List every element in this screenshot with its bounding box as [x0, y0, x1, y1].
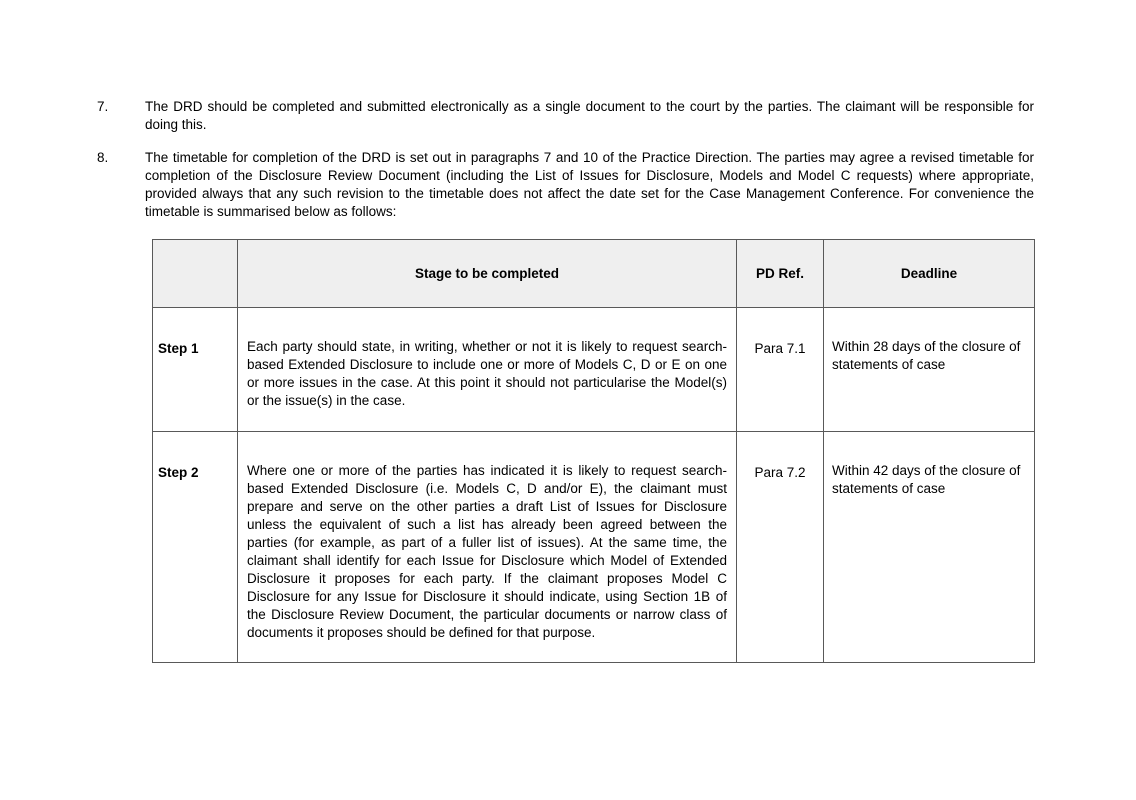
step-2-stage: Where one or more of the parties has indicated it is likely to request search-based Extended Disclosure (i.e. Models C, D and/or E), the claimant must prepare and serve on the other parties a draft List of Issues for Disclosure unless the equivalent of such a list has already been agreed between the parties (for example, as part of a fuller list of issues). At the same time, the claimant shall identify for each Issue for Disclosure which Model of Extended Disclosure it proposes for each party. If the claimant proposes Model C Disclosure for any Issue for Disclosure it should indicate, using Section 1B of the Disclosure Review Document, the particular documents or narrow class of documents it proposes should be defined for that purpose. [238, 432, 737, 663]
paragraph-8-number: 8. [97, 150, 109, 165]
table-row-step-1 [153, 308, 1035, 432]
step-2-pd-ref: Para 7.2 [737, 432, 824, 663]
step-1-deadline: Within 28 days of the closure of statements of case [824, 308, 1035, 432]
paragraph-7 [97, 98, 1034, 134]
timetable-table [152, 239, 1035, 663]
step-1-pd-ref: Para 7.1 [737, 308, 824, 432]
header-cell-stage: Stage to be completed [238, 240, 737, 308]
paragraph-7-number: 7. [97, 99, 109, 114]
header-cell-blank [153, 240, 238, 308]
table-header-row [153, 240, 1035, 308]
paragraph-8 [97, 149, 1034, 221]
paragraph-7-text: The DRD should be completed and submitted electronically as a single document to the court by the parties. The claimant will be responsible for doing this. [145, 99, 1034, 132]
step-1-stage: Each party should state, in writing, whether or not it is likely to request search-based Extended Disclosure to include one or more of Models C, D or E on one or more issues in the case. At this point it should not particularise the Model(s) or the issue(s) in the case. [238, 308, 737, 432]
step-2-deadline: Within 42 days of the closure of statements of case [824, 432, 1035, 663]
header-cell-pd-ref: PD Ref. [737, 240, 824, 308]
table-row-step-2 [153, 432, 1035, 663]
step-2-label: Step 2 [153, 432, 238, 663]
paragraph-8-text: The timetable for completion of the DRD is set out in paragraphs 7 and 10 of the Practice Direction. The parties may agree a revised timetable for completion of the Disclosure Review Document (including the List of Issues for Disclosure, Models and Model C requests) where appropriate, provided always that any such revision to the timetable does not affect the date set for the Case Management Conference. For convenience the timetable is summarised below as follows: [145, 150, 1034, 219]
header-cell-deadline: Deadline [824, 240, 1035, 308]
step-1-label: Step 1 [153, 308, 238, 432]
